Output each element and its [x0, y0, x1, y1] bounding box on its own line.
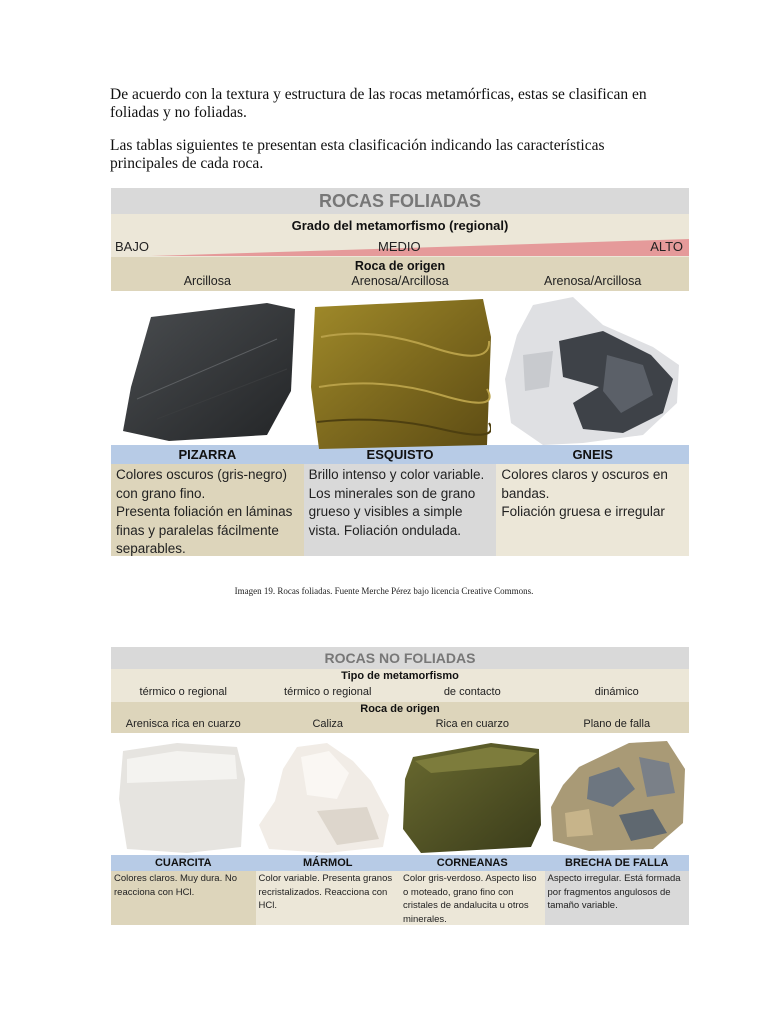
- origin-esquisto: Arenosa/Arcillosa: [351, 274, 449, 288]
- name-cuarcita: CUARCITA: [154, 857, 212, 869]
- name-brecha: BRECHA DE FALLA: [565, 857, 669, 869]
- type-corneanas: de contacto: [443, 686, 501, 698]
- desc-gneis: Colores claros y oscuros en bandas. Foliación gruesa e irregular: [496, 464, 689, 556]
- desc-brecha: Aspecto irregular. Está formada por fragmentos angulosos de tamaño variable.: [545, 871, 690, 925]
- marmol-image: [257, 741, 391, 853]
- origin-pizarra: Arcillosa: [183, 274, 231, 288]
- foliated-table: [111, 188, 689, 556]
- desc-esquisto: Brillo intenso y color variable. Los minerales son de grano grueso y visibles a simple vista. Foliación ondulada.: [304, 464, 497, 556]
- nonfoliated-images: [111, 733, 689, 855]
- nf-origin-brecha: Plano de falla: [583, 718, 651, 730]
- nf-origin-block: [111, 702, 689, 733]
- type-label: Tipo de metamorfismo: [341, 670, 459, 682]
- cuarcita-image: [117, 739, 247, 853]
- nonfoliated-title: ROCAS NO FOLIADAS: [111, 647, 689, 669]
- desc-corneanas: Color gris-verdoso. Aspecto liso o moteado, grano fino con cristales de andalucita u otros minerales.: [400, 871, 545, 925]
- corneanas-image: [401, 739, 541, 853]
- nonfoliated-names: [111, 855, 689, 871]
- origin-block: [111, 257, 689, 291]
- pizarra-image: [117, 299, 297, 445]
- nonfoliated-descriptions: [111, 871, 689, 925]
- intro-paragraph-2: Las tablas siguientes te presentan esta clasificación indicando las características principales de cada roca.: [110, 137, 605, 172]
- type-marmol: térmico o regional: [284, 686, 372, 698]
- nf-origin-label: Roca de origen: [360, 703, 440, 715]
- desc-marmol: Color variable. Presenta granos recristalizados. Reacciona con HCl.: [256, 871, 401, 925]
- type-brecha: dinámico: [594, 686, 639, 698]
- intro-paragraph-1: De acuerdo con la textura y estructura de las rocas metamórficas, estas se clasifican en foliadas y no foliadas.: [110, 86, 647, 121]
- gneis-image: [503, 295, 683, 447]
- desc-pizarra: Colores oscuros (gris-negro) con grano fino. Presenta foliación en láminas finas y paralelas fácilmente separables.: [111, 464, 304, 556]
- origin-gneis: Arenosa/Arcillosa: [544, 274, 642, 288]
- scale-high: ALTO: [650, 239, 683, 254]
- esquisto-image: [311, 297, 491, 449]
- grade-label: Grado del metamorfismo (regional): [111, 214, 689, 237]
- foliated-descriptions: [111, 464, 689, 556]
- type-block: [111, 669, 689, 702]
- scale-low: BAJO: [115, 239, 149, 254]
- name-marmol: MÁRMOL: [303, 857, 353, 869]
- scale-medium: MEDIO: [378, 239, 421, 254]
- nf-origin-marmol: Caliza: [312, 718, 344, 730]
- nf-origin-corneanas: Rica en cuarzo: [435, 718, 509, 730]
- name-gneis: GNEIS: [572, 447, 613, 462]
- desc-cuarcita: Colores claros. Muy dura. No reacciona con HCl.: [111, 871, 256, 925]
- name-pizarra: PIZARRA: [178, 447, 237, 462]
- image-caption: Imagen 19. Rocas foliadas. Fuente Merche Pérez bajo licencia Creative Commons.: [234, 586, 534, 596]
- origin-label: Roca de origen: [354, 259, 446, 273]
- foliated-title: ROCAS FOLIADAS: [111, 188, 689, 214]
- grade-scale: [111, 237, 689, 257]
- foliated-images: [111, 291, 689, 445]
- type-cuarcita: térmico o regional: [139, 686, 227, 698]
- nf-origin-cuarcita: Arenisca rica en cuarzo: [125, 718, 241, 730]
- nonfoliated-table: [111, 647, 689, 925]
- name-corneanas: CORNEANAS: [436, 857, 508, 869]
- brecha-image: [549, 737, 687, 853]
- name-esquisto: ESQUISTO: [366, 447, 434, 462]
